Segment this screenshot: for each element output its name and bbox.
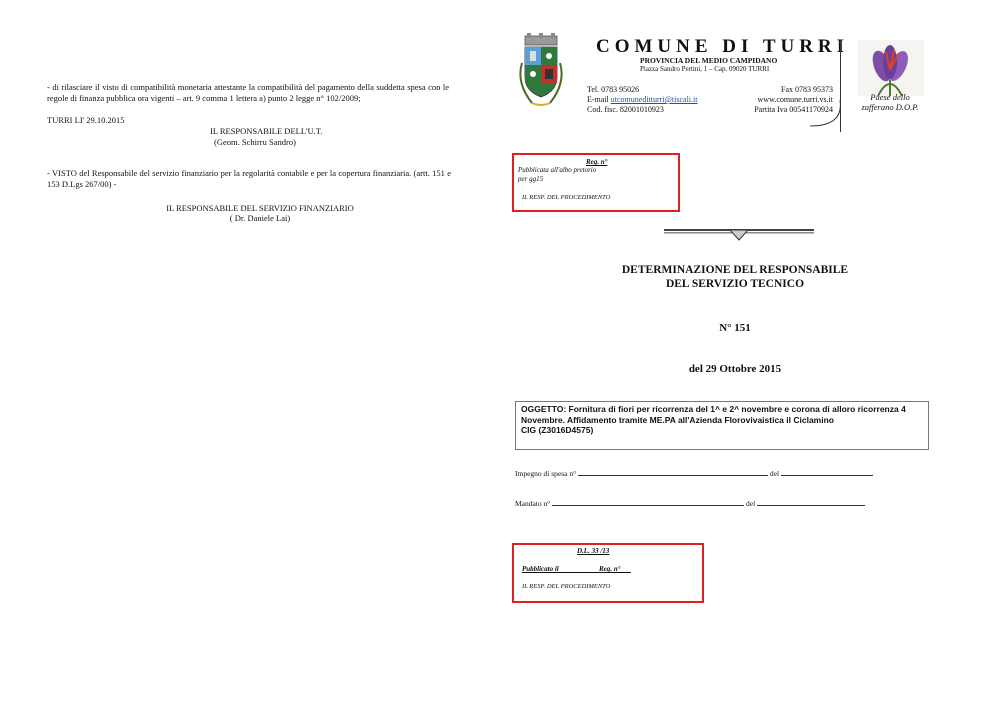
paese-line1: Paese dello bbox=[870, 92, 910, 102]
dl-pubblicato-label: Pubblicato il bbox=[522, 565, 559, 573]
provincia: PROVINCIA DEL MEDIO CAMPIDANO bbox=[640, 56, 778, 65]
dl-pubblicato-row bbox=[522, 565, 631, 573]
reg-line1: Pubblicata all'albo pretorio bbox=[518, 166, 597, 174]
visto-paragraph: - di rilasciare il visto di compatibilità monetaria attestante la compatibilità del pagamento della suddetta spesa con le regole di finanza pubblica ora vigenti – art. 9 comma 1 lettera a) punto 2 legge n° 102/2009; bbox=[47, 82, 449, 103]
paese-line2: zafferano D.O.P. bbox=[861, 102, 919, 112]
impegno-del-label: del bbox=[769, 469, 780, 478]
mandato-label: Mandato n° bbox=[515, 499, 551, 508]
reg-resp: IL RESP. DEL PROCEDIMENTO bbox=[522, 194, 611, 201]
impegno-label: Impegno di spesa n° bbox=[515, 469, 577, 478]
reg-box bbox=[512, 153, 680, 212]
reg-title: Reg. n° bbox=[586, 158, 608, 166]
ornamental-divider-icon bbox=[664, 226, 814, 249]
mandato-number-field[interactable] bbox=[552, 497, 744, 506]
visto-finanziario-paragraph: - VISTO del Responsabile del servizio finanziario per la regolarità contabile e per la copertura finanziaria. (artt. 151 e 153 D.Lgs 267/00) - bbox=[47, 168, 451, 189]
fax: Fax 0783 95373 bbox=[781, 85, 833, 94]
impegno-row bbox=[515, 467, 873, 479]
doc-number: N° 151 bbox=[719, 322, 751, 334]
dl-title: D.L. 33 /13 bbox=[577, 547, 610, 555]
dl-resp: IL RESP. DEL PROCEDIMENTO bbox=[522, 583, 611, 590]
oggetto-line2: Novembre. Affidamento tramite ME.PA all'Azienda Florovivaistica il Ciclamino bbox=[521, 414, 834, 425]
coat-of-arms-icon bbox=[512, 33, 570, 113]
place-date: TURRI LI' 29.10.2015 bbox=[47, 115, 125, 125]
resp-fin-name: ( Dr. Daniele Lai) bbox=[229, 213, 291, 223]
impegno-number-field[interactable] bbox=[578, 467, 768, 476]
website: www.comune.turri.vs.it bbox=[757, 95, 833, 104]
email-label: E-mail bbox=[587, 95, 609, 104]
doc-title-line2: DEL SERVIZIO TECNICO bbox=[665, 278, 805, 290]
doc-date: del 29 Ottobre 2015 bbox=[688, 363, 782, 375]
mandato-row bbox=[515, 497, 865, 509]
oggetto-line1: OGGETTO: Fornitura di fiori per ricorrenza del 1^ e 2^ novembre e corona di alloro ricorrenza 4 bbox=[521, 404, 906, 414]
oggetto-box bbox=[515, 401, 929, 450]
dl-reg-label: Reg. n° bbox=[599, 565, 621, 573]
oggetto-line3: CIG (Z3016D4575) bbox=[521, 425, 594, 435]
dl-box bbox=[512, 543, 704, 603]
tel: Tel. 0783 95026 bbox=[587, 85, 640, 94]
codice-fiscale: Cod. fisc. 82001010923 bbox=[587, 105, 664, 114]
email-link[interactable]: utcomuneditturri@tiscali.it bbox=[610, 95, 698, 104]
doc-title-line1: DETERMINAZIONE DEL RESPONSABILE bbox=[621, 264, 849, 276]
saffron-flower-icon bbox=[858, 40, 924, 96]
address: Piazza Sandro Pertini, 1 – Cap. 09020 TURRI bbox=[640, 65, 770, 73]
mandato-del-label: del bbox=[746, 499, 756, 508]
reg-line2: per gg15 bbox=[518, 175, 544, 183]
partita-iva: Partita Iva 00541170924 bbox=[754, 105, 833, 114]
mandato-date-field[interactable] bbox=[757, 497, 865, 506]
comune-title: COMUNE DI TURRI bbox=[596, 36, 850, 57]
resp-fin-title: IL RESPONSABILE DEL SERVIZIO FINANZIARIO bbox=[166, 203, 354, 213]
impegno-date-field[interactable] bbox=[781, 467, 873, 476]
resp-ut-title: IL RESPONSABILE DELL'U.T. bbox=[210, 126, 323, 136]
resp-ut-name: (Geom. Schirru Sandro) bbox=[214, 137, 296, 147]
